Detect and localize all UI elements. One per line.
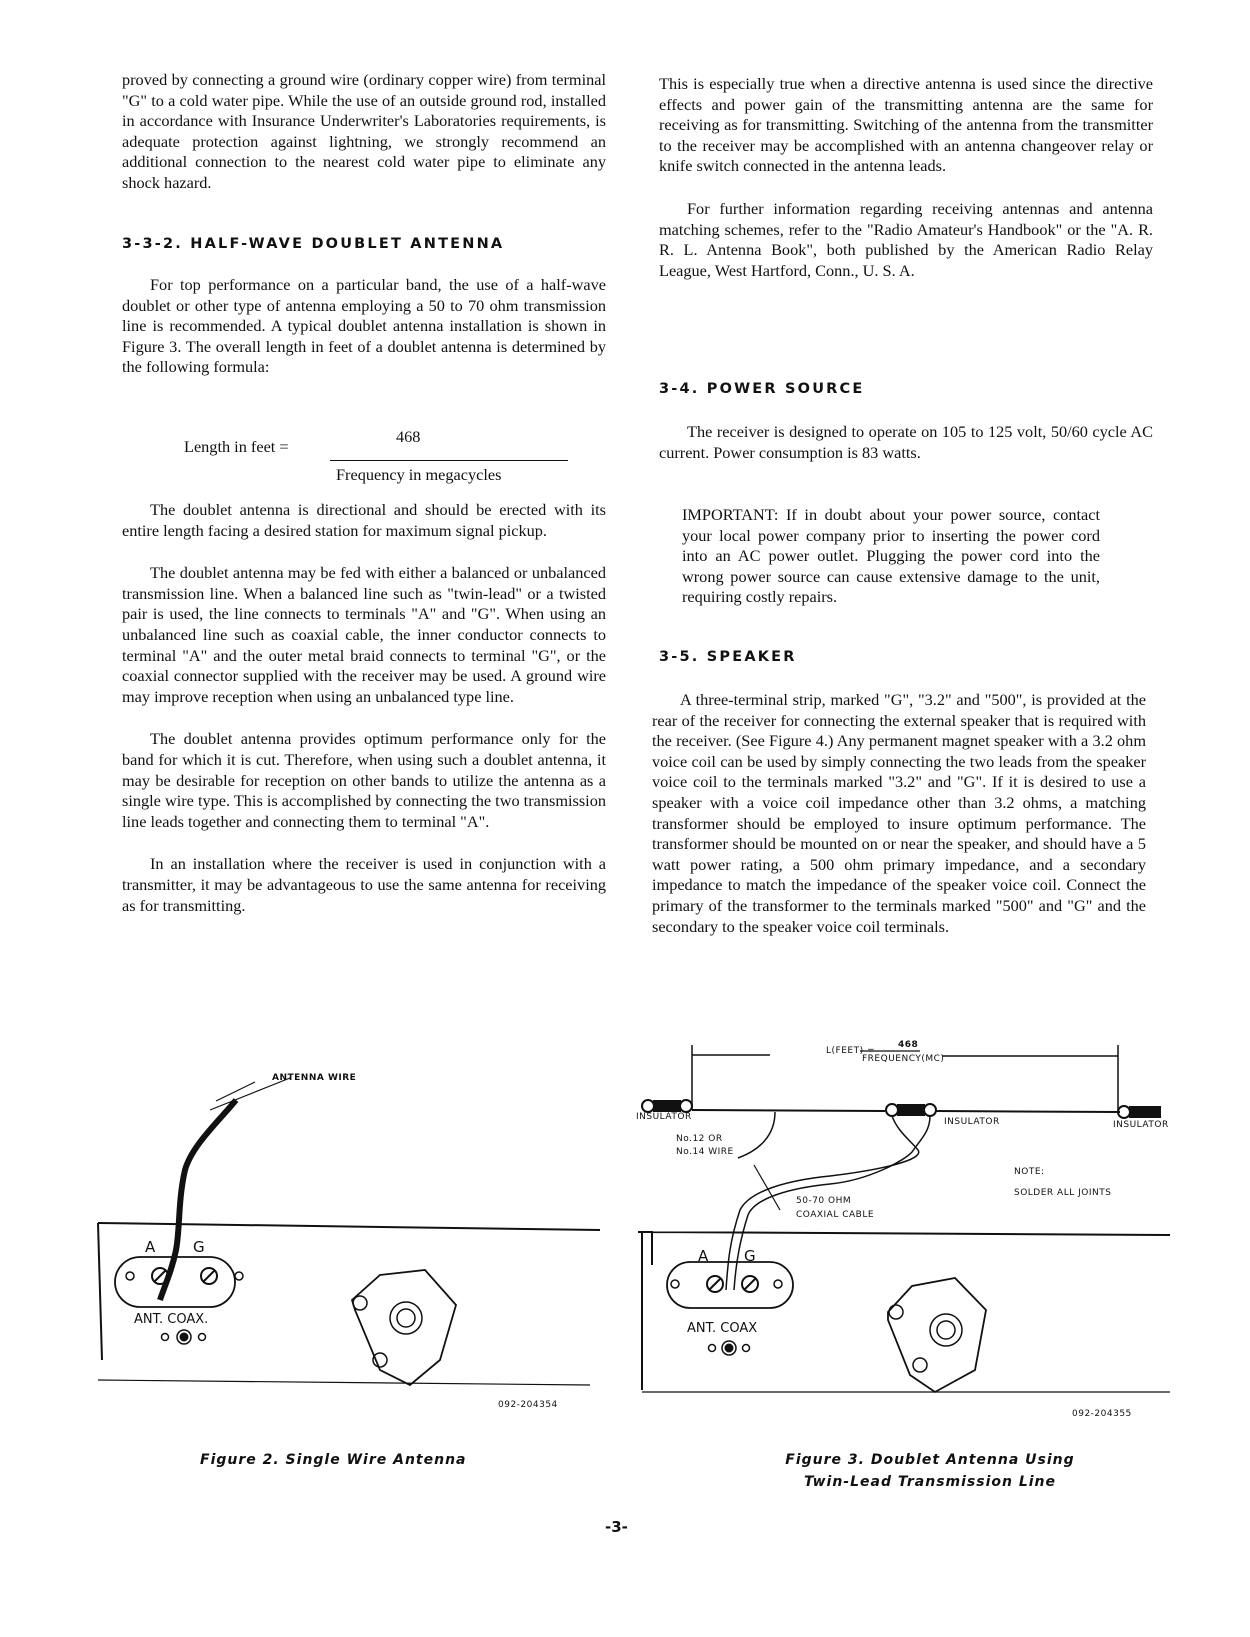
insulator-left: [642, 1100, 692, 1112]
paragraph: The receiver is designed to operate on 105 to 125 volt, 50/60 cycle AC current. Power consumption is 83 watts.: [659, 422, 1153, 462]
label-a: A: [698, 1247, 709, 1265]
right-column-speaker: [652, 690, 1146, 937]
length-denominator: FREQUENCY(MC): [862, 1054, 945, 1064]
paragraph: For further information regarding receiving antennas and antenna matching schemes, refer to the "Radio Amateur's Handbook" or the "A. R. R. L. Antenna Book", both published by the American Radio Relay League, West Hartford, Conn., U. S. A.: [659, 198, 1153, 280]
left-column-top: [122, 70, 606, 194]
antenna-right: [935, 1111, 1120, 1112]
formula-numerator: 468: [396, 427, 421, 446]
figure-2-diagram: [80, 1060, 610, 1430]
paragraph: For top performance on a particular band, the use of a half-wave doublet or other type of antenna employing a 50 to 70 ohm transmission line is recommended. A typical doublet antenna installation is shown in Figure 3. The overall length in feet of a doublet antenna is determined by the following formula:: [122, 275, 606, 377]
section-heading-3-5: 3-5. SPEAKER: [659, 649, 797, 665]
paragraph: The doublet antenna is directional and should be erected with its entire length facing a desired station for maximum signal pickup.: [122, 500, 606, 540]
part-number: 092-204355: [1072, 1409, 1132, 1419]
label-insulator-mid: INSULATOR: [944, 1117, 1000, 1127]
label-cable-2: COAXIAL CABLE: [796, 1210, 875, 1220]
paragraph: proved by connecting a ground wire (ordinary copper wire) from terminal "G" to a cold water pipe. While the use of an outside ground rod, installed in accordance with Insurance Underwriter's Laboratories requirements, is adequate protection against lightning, we strongly recommend an additional connection to the nearest cold water pipe to eliminate any shock hazard.: [122, 70, 606, 192]
formula-lhs: Length in feet =: [184, 437, 289, 456]
paragraph: A three-terminal strip, marked "G", "3.2" and "500", is provided at the rear of the receiver for connecting the external speaker that is required with the receiver. (See Figure 4.) Any permanent magnet speaker with a 3.2 ohm voice coil can be used by simply connecting the two leads from the speaker voice coil to the terminals marked "3.2" and "G". If it is desired to use a speaker with a voice coil impedance other than 3.2 ohms, a matching transformer should be employed to insure optimum performance. The transformer should be mounted on or near the speaker, and should have a 5 watt power rating, a 500 ohm primary impedance, and a secondary impedance to match the impedance of the speaker voice coil. Connect the primary of the transformer to the terminals marked "500" and "G" and the secondary to the speaker voice coil terminals.: [652, 690, 1146, 936]
left-column-p2: [122, 275, 606, 378]
label-g: G: [744, 1247, 756, 1265]
note-label: NOTE:: [1014, 1167, 1045, 1177]
figure-3-caption: [740, 1452, 1120, 1490]
label-wire-1: No.12 OR: [676, 1134, 723, 1144]
label-ant-coax: ANT. COAX.: [134, 1312, 209, 1327]
insulator-right: [1118, 1106, 1160, 1118]
speaker-plate: [888, 1278, 986, 1392]
right-column-power: [659, 422, 1153, 463]
label-insulator-right: INSULATOR: [1113, 1120, 1169, 1130]
formula-denominator: Frequency in megacycles: [336, 465, 502, 484]
label-antenna-wire: ANTENNA WIRE: [272, 1073, 357, 1083]
note-text: SOLDER ALL JOINTS: [1014, 1188, 1112, 1198]
right-column-top: [659, 74, 1153, 281]
chassis-left: [98, 1223, 102, 1360]
antenna-left: [692, 1110, 885, 1111]
page-number: -3-: [605, 1518, 628, 1536]
paragraph: IMPORTANT: If in doubt about your power source, contact your local power company prior to inserting the power cord into an AC power outlet. Plugging the power cord into the wrong power source can cause extensive damage to the unit, requiring costly repairs.: [682, 505, 1100, 607]
label-cable-1: 50-70 OHM: [796, 1196, 852, 1206]
part-number: 092-204354: [498, 1400, 558, 1410]
figure-3-diagram: [630, 1040, 1190, 1420]
label-wire-2: No.14 WIRE: [676, 1147, 734, 1157]
formula-bar: [330, 460, 568, 461]
caption-line-1: Figure 3. Doublet Antenna Using: [785, 1452, 1075, 1468]
length-numerator: 468: [898, 1040, 919, 1050]
left-column-rest: [122, 500, 606, 916]
section-heading-3-4: 3-4. POWER SOURCE: [659, 381, 865, 397]
figure-2-caption: Figure 2. Single Wire Antenna: [200, 1452, 467, 1468]
paragraph: In an installation where the receiver is used in conjunction with a transmitter, it may be advantageous to use the same antenna for receiving as for transmitting.: [122, 854, 606, 915]
important-note: [682, 505, 1100, 608]
caption-line-2: Twin-Lead Transmission Line: [803, 1474, 1057, 1490]
paragraph: The doublet antenna provides optimum performance only for the band for which it is cut. Therefore, when using such a doublet antenna, it may be desirable for reception on other bands to utilize the antenna as a single wire type. This is accomplished by connecting the two transmission line leads together and connecting them to terminal "A".: [122, 729, 606, 831]
label-g: G: [193, 1238, 205, 1256]
label-insulator-left: INSULATOR: [636, 1112, 692, 1122]
label-ant-coax: ANT. COAX: [687, 1321, 758, 1336]
paragraph: The doublet antenna may be fed with either a balanced or unbalanced transmission line. When a balanced line such as "twin-lead" or a twisted pair is used, the line connects to terminals "A" and "G". When using an unbalanced line such as coaxial cable, the inner conductor connects to terminal "A" and the outer metal braid connects to terminal "G", or the coaxial connector supplied with the receiver may be used. A ground wire may improve reception when using an unbalanced type line.: [122, 563, 606, 706]
length-label: L(FEET) =: [826, 1046, 875, 1056]
section-heading-3-3-2: 3-3-2. HALF-WAVE DOUBLET ANTENNA: [122, 236, 505, 252]
label-a: A: [145, 1238, 156, 1256]
antenna-wire: [160, 1100, 236, 1300]
chassis-top: [98, 1223, 600, 1230]
paragraph: This is especially true when a directive antenna is used since the directive effects and power gain of the transmitting antenna are the same for receiving as for transmitting. Switching of the antenna from the transmitter to the receiver may be accomplished with an antenna changeover relay or knife switch connected in the antenna leads.: [659, 74, 1153, 176]
insulator-mid: [886, 1104, 936, 1116]
